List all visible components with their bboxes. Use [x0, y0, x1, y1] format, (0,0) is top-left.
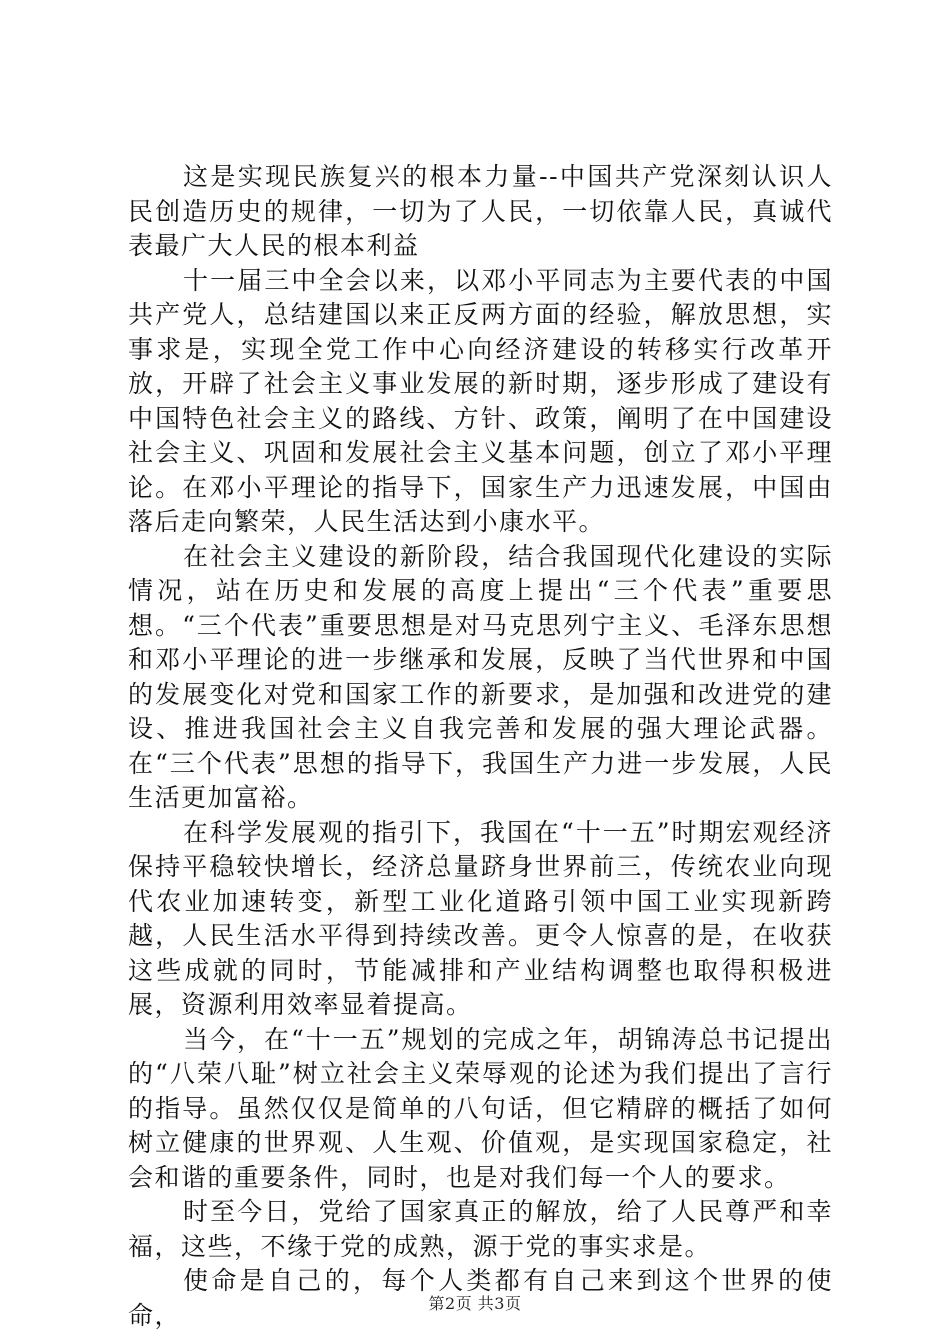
- paragraph: 这是实现民族复兴的根本力量--中国共产党深刻认识人民创造历史的规律，一切为了人民，一切依靠人民，真诚代表最广大人民的根本利益: [128, 162, 833, 260]
- paragraph: 在社会主义建设的新阶段，结合我国现代化建设的实际情况，站在历史和发展的高度上提出“三个代表”重要思想。“三个代表”重要思想是对马克思列宁主义、毛泽东思想和邓小平理论的进一步继承和发展，反映了当代世界和中国的发展变化对党和国家工作的新要求，是加强和改进党的建设、推进我国社会主义自我完善和发展的强大理论武器。在“三个代表”思想的指导下，我国生产力进一步发展，人民生活更加富裕。: [128, 541, 833, 812]
- paragraph: 使命是自己的，每个人类都有自己来到这个世界的使命，: [128, 1266, 833, 1330]
- paragraph: 在科学发展观的指引下，我国在“十一五”时期宏观经济保持平稳较快增长，经济总量跻身世界前三，传统农业向现代农业加速转变，新型工业化道路引领中国工业实现新跨越，人民生活水平得到持续改善。更令人惊喜的是，在收获这些成就的同时，节能减排和产业结构调整也取得积极进展，资源利用效率显着提高。: [128, 817, 833, 1019]
- paragraph: 时至今日，党给了国家真正的解放，给了人民尊严和幸福，这些，不缘于党的成熟，源于党的事实求是。: [128, 1197, 833, 1261]
- page-number-footer: 第2页 共3页: [428, 1294, 522, 1313]
- paragraph: 十一届三中全会以来，以邓小平同志为主要代表的中国共产党人，总结建国以来正反两方面的经验，解放思想，实事求是，实现全党工作中心向经济建设的转移实行改革开放，开辟了社会主义事业发展的新时期，逐步形成了建设有中国特色社会主义的路线、方针、政策，阐明了在中国建设社会主义、巩固和发展社会主义基本问题，创立了邓小平理论。在邓小平理论的指导下，国家生产力迅速发展，中国由落后走向繁荣，人民生活达到小康水平。: [128, 265, 833, 536]
- paragraph: 当今，在“十一五”规划的完成之年，胡锦涛总书记提出的“八荣八耻”树立社会主义荣辱观的论述为我们提出了言行的指导。虽然仅仅是简单的八句话，但它精辟的概括了如何树立健康的世界观、人生观、价值观，是实现国家稳定，社会和谐的重要条件，同时，也是对我们每一个人的要求。: [128, 1024, 833, 1192]
- document-body: [128, 160, 833, 1333]
